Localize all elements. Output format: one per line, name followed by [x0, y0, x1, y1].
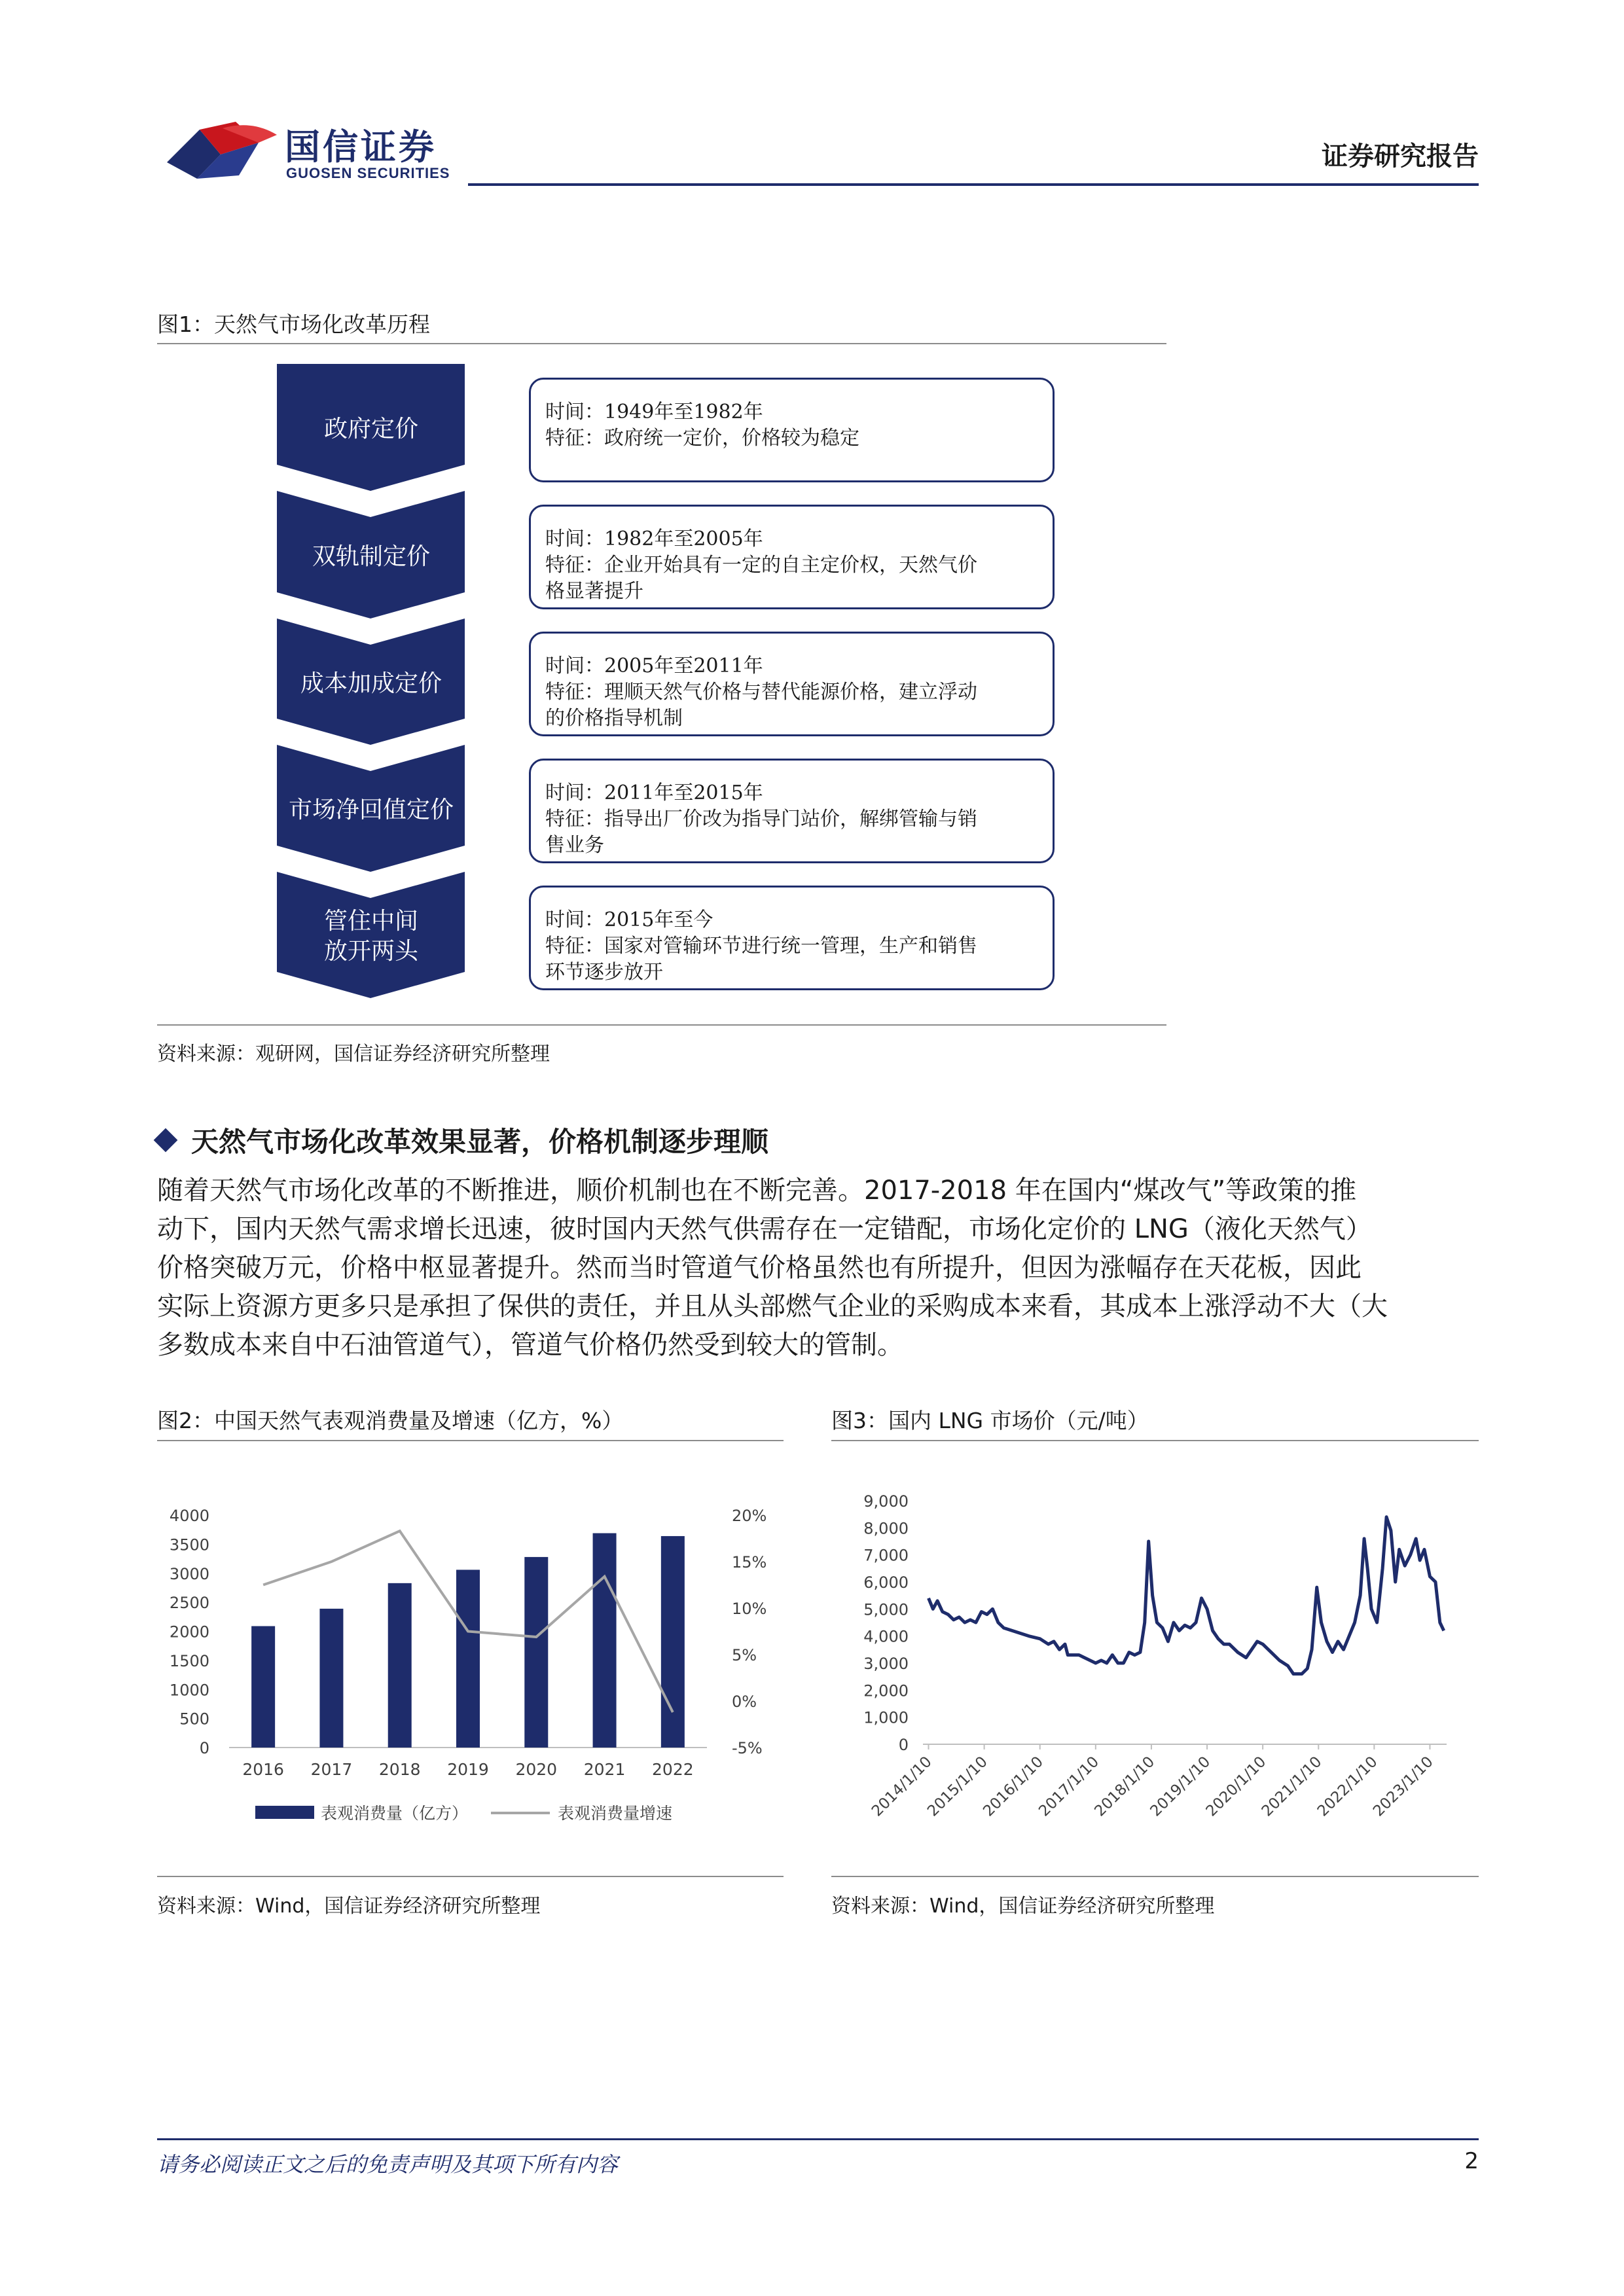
- stage-info-box-5: [529, 886, 1055, 990]
- x-tick-label: 2022/1/10: [1314, 1753, 1381, 1820]
- stage-label-3: 成本加成定价: [300, 670, 442, 697]
- stage-info-line: 时间：2015年至今: [545, 908, 713, 931]
- paragraph-line: 实际上资源方更多只是承担了保供的责任，并且从头部燃气企业的采购成本来看，其成本上涨浮动不大（大: [157, 1291, 1388, 1321]
- footer-disclaimer: 请务必阅读正文之后的免责声明及其项下所有内容: [157, 2152, 619, 2177]
- y-tick-label: 5,000: [863, 1600, 909, 1619]
- bar-consumption: [319, 1609, 343, 1748]
- y-left-tick-label: 1000: [169, 1681, 209, 1700]
- figure3-caption: 图3：国内 LNG 市场价（元/吨）: [831, 1408, 1149, 1433]
- diamond-bullet-icon: [154, 1128, 178, 1153]
- stage-info-line: 特征：企业开始具有一定的自主定价权，天然气价: [545, 554, 977, 577]
- bar-consumption: [456, 1570, 480, 1748]
- stage-label-2: 双轨制定价: [312, 543, 430, 570]
- bar-consumption: [388, 1583, 412, 1748]
- y-tick-label: 9,000: [863, 1492, 909, 1511]
- x-tick-label: 2018/1/10: [1091, 1753, 1159, 1820]
- x-tick-label: 2016: [242, 1760, 284, 1779]
- logo-chinese-name: 国信证券: [285, 126, 437, 168]
- y-left-tick-label: 4000: [169, 1507, 209, 1525]
- y-tick-label: 1,000: [863, 1708, 909, 1727]
- stage-info-line: 特征：国家对管输环节进行统一管理，生产和销售: [545, 935, 977, 958]
- consumption-chart: [157, 1450, 784, 1869]
- stage-info-line: 时间：2011年至2015年: [545, 781, 763, 804]
- figure2-top-rule: [157, 1440, 784, 1441]
- stage-info-line: 特征：政府统一定价，价格较为稳定: [545, 427, 859, 450]
- x-tick-label: 2021: [583, 1760, 626, 1779]
- stage-info-line: 特征：指导出厂价改为指导门站价，解绑管输与销: [545, 808, 977, 831]
- y-tick-label: 2,000: [863, 1681, 909, 1700]
- y-left-tick-label: 0: [199, 1739, 209, 1757]
- y-tick-label: 4,000: [863, 1627, 909, 1646]
- bar-consumption: [524, 1557, 548, 1748]
- bar-consumption: [251, 1626, 275, 1748]
- y-left-tick-label: 3500: [169, 1535, 209, 1554]
- stage-label-4: 市场净回值定价: [288, 797, 454, 823]
- stage-info-line: 售业务: [545, 834, 604, 857]
- stage-info-box-4: [529, 759, 1055, 863]
- figure3-source: 资料来源：Wind，国信证券经济研究所整理: [831, 1895, 1215, 1918]
- figure1-caption: 图1：天然气市场化改革历程: [157, 312, 430, 337]
- legend-swatch-bar: [255, 1806, 314, 1819]
- y-right-tick-label: 0%: [732, 1693, 757, 1711]
- footer-divider: [157, 2138, 1479, 2140]
- x-tick-label: 2020: [515, 1760, 558, 1779]
- page-number: 2: [1464, 2148, 1479, 2174]
- stage-info-box-3: [529, 632, 1055, 736]
- x-tick-label: 2022: [652, 1760, 694, 1779]
- y-tick-label: 0: [898, 1736, 909, 1754]
- bar-consumption: [661, 1536, 685, 1748]
- y-left-tick-label: 3000: [169, 1564, 209, 1583]
- x-tick-label: 2021/1/10: [1258, 1753, 1326, 1820]
- stage-info-line: 时间：2005年至2011年: [545, 655, 763, 677]
- y-right-tick-label: 10%: [732, 1600, 767, 1618]
- stage-info-box-2: [529, 505, 1055, 609]
- paragraph-line: 价格突破万元，价格中枢显著提升。然而当时管道气价格虽然也有所提升，但因为涨幅存在天花板，因此: [157, 1253, 1362, 1283]
- x-tick-label: 2018: [378, 1760, 421, 1779]
- stage-info-line: 特征：理顺天然气价格与替代能源价格，建立浮动: [545, 681, 977, 704]
- x-tick-label: 2019/1/10: [1147, 1753, 1214, 1820]
- y-tick-label: 7,000: [863, 1546, 909, 1565]
- paragraph-line: 随着天然气市场化改革的不断推进，顺价机制也在不断完善。2017-2018 年在国内“煤改气”等政策的推: [157, 1175, 1357, 1206]
- stage-label-1: 政府定价: [323, 416, 418, 442]
- x-tick-label: 2023/1/10: [1369, 1753, 1437, 1820]
- y-tick-label: 6,000: [863, 1573, 909, 1592]
- section-heading: [157, 1121, 768, 1160]
- paragraph-line: 动下，国内天然气需求增长迅速，彼时国内天然气供需存在一定错配，市场化定价的 LNG（液化天然气）: [157, 1214, 1372, 1244]
- lng-price-chart: [831, 1450, 1479, 1869]
- y-left-tick-label: 2000: [169, 1623, 209, 1641]
- y-right-tick-label: -5%: [732, 1739, 763, 1757]
- x-tick-label: 2020/1/10: [1202, 1753, 1270, 1820]
- y-left-tick-label: 500: [179, 1710, 209, 1729]
- legend-label-bar: 表观消费量（亿方）: [321, 1804, 469, 1823]
- figure1-source: 资料来源：观研网，国信证券经济研究所整理: [157, 1043, 550, 1066]
- body-paragraph: [157, 1172, 1481, 1365]
- paragraph-line: 多数成本来自中石油管道气），管道气价格仍然受到较大的管制。: [157, 1330, 903, 1360]
- stage-info-line: 的价格指导机制: [545, 707, 683, 730]
- y-tick-label: 8,000: [863, 1519, 909, 1538]
- stage-info-line: 格显著提升: [545, 580, 643, 603]
- y-right-tick-label: 20%: [732, 1507, 767, 1525]
- stage-info-line: 环节逐步放开: [545, 961, 663, 984]
- stage-info-box-1: [529, 378, 1055, 482]
- figure2-source: 资料来源：Wind，国信证券经济研究所整理: [157, 1895, 541, 1918]
- x-tick-label: 2017/1/10: [1036, 1753, 1103, 1820]
- section-heading-text: 天然气市场化改革效果显著，价格机制逐步理顺: [191, 1126, 769, 1158]
- legend-label-line: 表观消费量增速: [558, 1804, 673, 1823]
- y-right-tick-label: 15%: [732, 1553, 767, 1571]
- x-tick-label: 2017: [310, 1760, 353, 1779]
- stage-label-5: 管住中间 放开两头: [323, 908, 418, 965]
- x-tick-label: 2016/1/10: [980, 1753, 1047, 1820]
- lng-price-line: [929, 1517, 1444, 1674]
- figure3-bottom-rule: [831, 1876, 1479, 1877]
- y-left-tick-label: 2500: [169, 1594, 209, 1613]
- y-left-tick-label: 1500: [169, 1651, 209, 1670]
- figure1-bottom-rule: [157, 1024, 1166, 1026]
- bar-consumption: [593, 1534, 617, 1748]
- figure3-top-rule: [831, 1440, 1479, 1441]
- x-tick-label: 2014/1/10: [868, 1753, 935, 1820]
- x-tick-label: 2015/1/10: [924, 1753, 991, 1820]
- stage-info-line: 时间：1949年至1982年: [545, 401, 763, 423]
- logo-english-name: GUOSEN SECURITIES: [286, 165, 450, 181]
- figure2-caption: 图2：中国天然气表观消费量及增速（亿方，%）: [157, 1408, 624, 1433]
- y-right-tick-label: 5%: [732, 1646, 757, 1664]
- x-tick-label: 2019: [447, 1760, 489, 1779]
- report-type-title: 证券研究报告: [1322, 141, 1479, 171]
- y-tick-label: 3,000: [863, 1655, 909, 1673]
- stage-info-line: 时间：1982年至2005年: [545, 528, 763, 550]
- figure2-bottom-rule: [157, 1876, 784, 1877]
